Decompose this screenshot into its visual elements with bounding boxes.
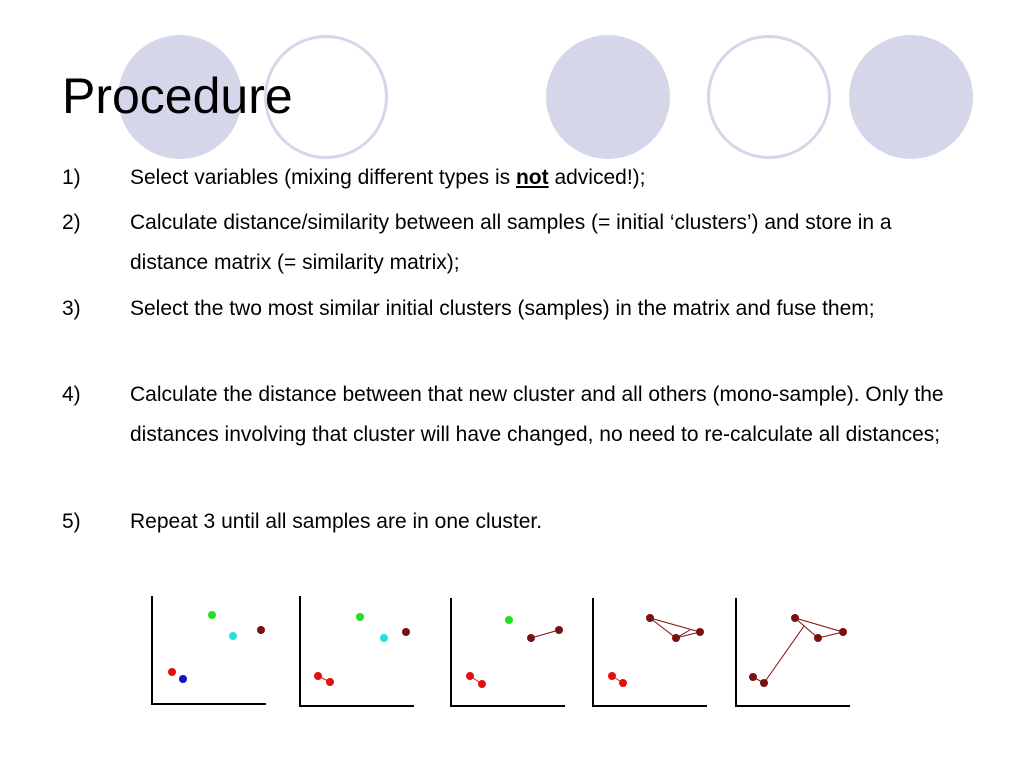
step-text: Select the two most similar initial clusters (samples) in the matrix and fuse them; [130,297,875,320]
sample-point [555,626,563,634]
decor-circle-4 [707,35,831,159]
sample-point [749,673,757,681]
sample-point [527,634,535,642]
sample-point [257,626,265,634]
axes [451,598,565,706]
axes [736,598,850,706]
sample-point [229,632,237,640]
step-text: Calculate the distance between that new cluster and all others (mono-sample). Only the distances involving that cluster will have changed, no need to re-calculate all distances; [130,383,944,446]
sample-point [760,679,768,687]
sample-point [619,679,627,687]
sample-point [814,634,822,642]
step-number: 1) [62,166,81,189]
step-number: 3) [62,297,81,320]
sample-point [168,668,176,676]
sample-point [179,675,187,683]
cluster-panel-1 [150,596,270,708]
decor-circle-3 [546,35,670,159]
cluster-panel-4 [591,598,711,710]
cluster-panel-3 [449,598,569,710]
emphasis-not: not [515,166,549,189]
sample-point [646,614,654,622]
sample-point [314,672,322,680]
cluster-link [531,630,559,638]
step-number: 4) [62,383,81,406]
sample-point [478,680,486,688]
sample-point [608,672,616,680]
axes [152,596,266,704]
cluster-panel-2 [298,596,418,708]
sample-point [466,672,474,680]
sample-point [356,613,364,621]
sample-point [402,628,410,636]
decor-circle-5 [849,35,973,159]
sample-point [505,616,513,624]
step-text: Calculate distance/similarity between all samples (= initial ‘clusters’) and store in a distance matrix (= similarity matrix); [130,211,892,274]
sample-point [696,628,704,636]
axes [300,596,414,706]
cluster-panel-5 [734,598,854,710]
cluster-link [764,626,804,683]
step-number: 2) [62,211,81,234]
slide-title: Procedure [62,68,293,124]
step-text [130,158,960,198]
step-text-pre: Select variables (mixing different types is [130,166,516,189]
step-number: 5) [62,510,81,533]
sample-point [672,634,680,642]
step-text-post: adviced!); [548,166,646,189]
sample-point [839,628,847,636]
sample-point [791,614,799,622]
sample-point [208,611,216,619]
step-text: Repeat 3 until all samples are in one cluster. [130,510,543,533]
sample-point [326,678,334,686]
sample-point [380,634,388,642]
